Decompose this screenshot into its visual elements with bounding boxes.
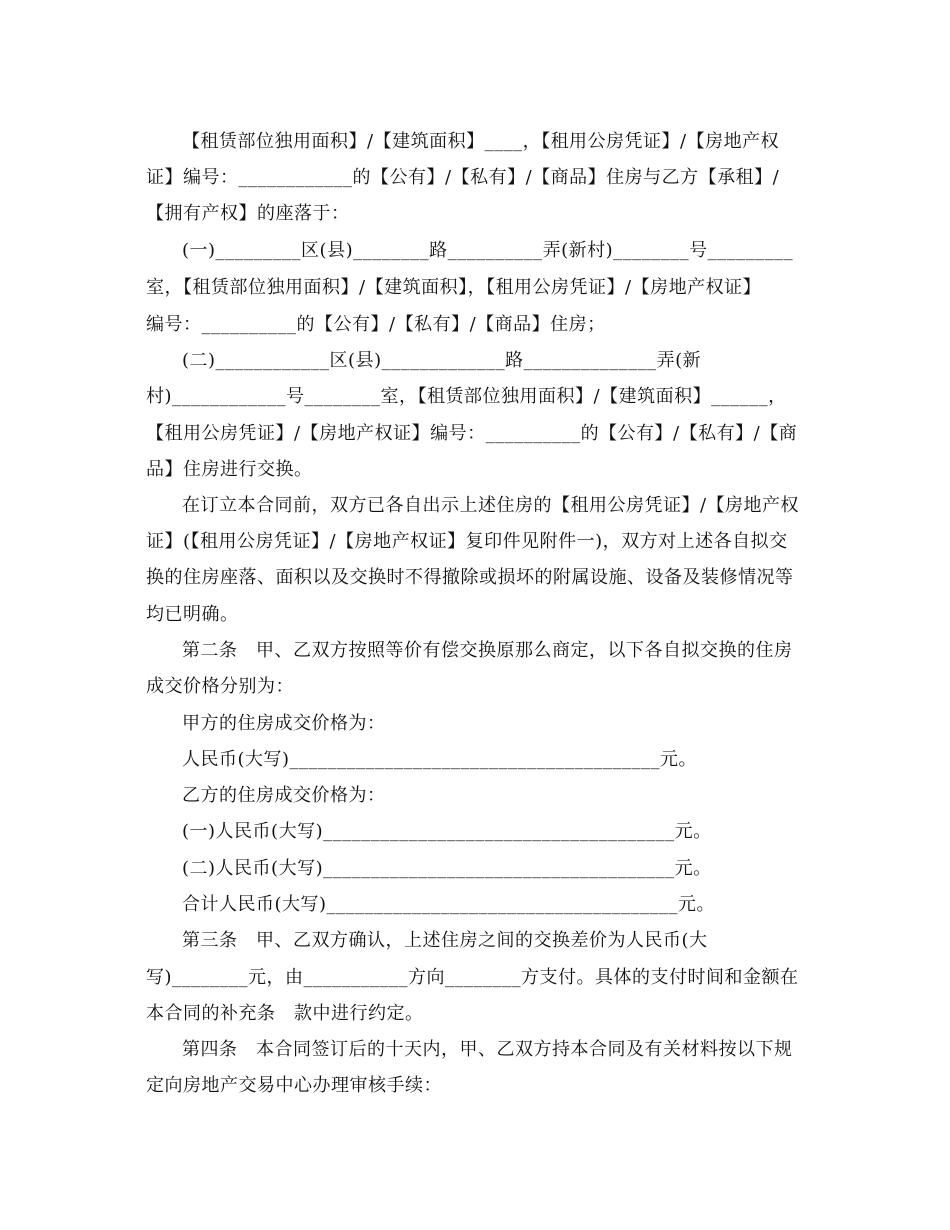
text-line: (一)人民币(大写)_____________________________________元。 (182, 821, 712, 842)
text-line: (一)_________区(县)________路__________弄(新村)________号_________ (182, 240, 794, 261)
text-line: 乙方的住房成交价格为： (182, 785, 386, 806)
text-line: (二)人民币(大写)_____________________________________元。 (182, 858, 712, 879)
text-line: 本合同的补充条 款中进行约定。 (146, 1003, 424, 1024)
text-line: (二)____________区(县)_____________路______________弄(新 (182, 350, 702, 371)
text-line: 写)________元，由___________方向________方支付。具体的支付时间和金额在 (146, 967, 799, 988)
text-line: 【拥有产权】的座落于： (146, 203, 350, 224)
text-line: 【租用公房凭证】/【房地产权证】编号：__________的【公有】/【私有】/【商 (146, 423, 798, 444)
text-line: 证】编号：____________的【公有】/【私有】/【商品】住房与乙方【承租】/ (146, 167, 780, 188)
text-line: 品】住房进行交换。 (146, 459, 313, 480)
text-line: 编号：__________的【公有】/【私有】/【商品】住房； (146, 314, 606, 335)
text-line: 室，【租赁部位独用面积】/【建筑面积】，【租用公房凭证】/【房地产权证】 (146, 277, 762, 298)
text-line: 【租赁部位独用面积】/【建筑面积】____，【租用公房凭证】/【房地产权 (182, 131, 780, 152)
text-line: 证】(【租用公房凭证】/【房地产权证】复印件见附件一)，双方对上述各自拟交 (146, 531, 788, 552)
text-line: 成交价格分别为： (146, 676, 294, 697)
text-line: 均已明确。 (146, 604, 239, 625)
text-line: 合计人民币(大写)_____________________________________元。 (182, 894, 716, 915)
text-line: 第四条 本合同签订后的十天内，甲、乙双方持本合同及有关材料按以下规 (182, 1039, 793, 1060)
text-line: 第二条 甲、乙双方按照等价有偿交换原那么商定，以下各自拟交换的住房 (182, 640, 793, 661)
text-line: 村)____________号________室，【租赁部位独用面积】/【建筑面积】______， (146, 386, 787, 407)
text-line: 换的住房座落、面积以及交换时不得撤除或损坏的附属设施、设备及装修情况等 (146, 567, 794, 588)
text-line: 定向房地产交易中心办理审核手续： (146, 1075, 442, 1096)
text-line: 第三条 甲、乙双方确认，上述住房之间的交换差价为人民币(大 (182, 930, 708, 951)
text-line: 在订立本合同前，双方已各自出示上述住房的【租用公房凭证】/【房地产权 (182, 495, 800, 516)
text-line: 甲方的住房成交价格为： (182, 713, 386, 734)
text-line: 人民币(大写)_______________________________________元。 (182, 749, 698, 770)
